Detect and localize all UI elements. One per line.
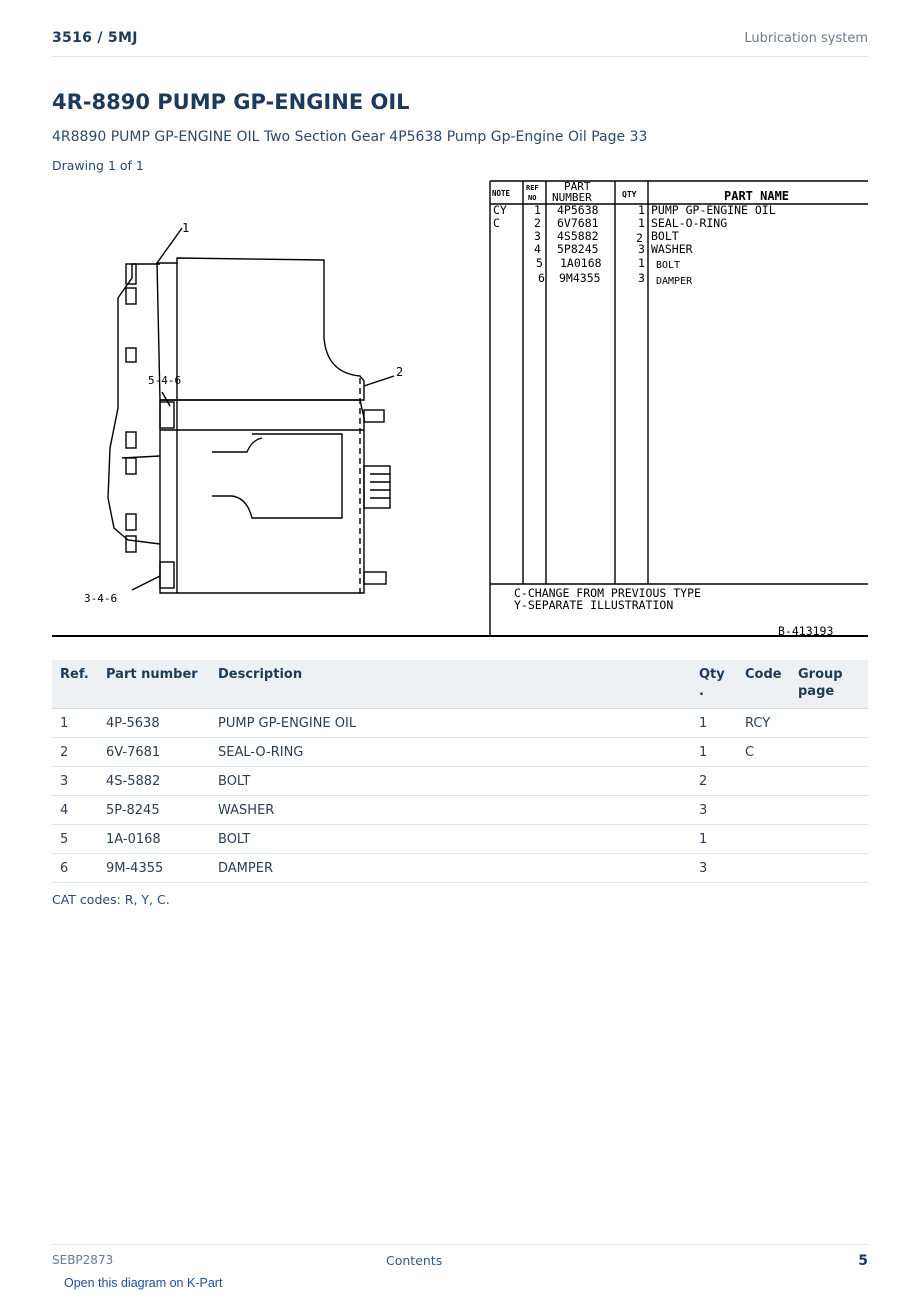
legend-part: 9M4355 — [559, 271, 601, 285]
table-header-row — [52, 660, 868, 709]
legend-part: 4P5638 — [557, 203, 599, 217]
col-ref: Ref. — [52, 660, 98, 709]
parts-table — [52, 660, 868, 883]
cell-qty: 1 — [691, 738, 737, 767]
col-code: Code — [737, 660, 790, 709]
legend-header-no: NO — [528, 194, 537, 202]
legend-qty: 1 — [638, 256, 645, 270]
callout-3-4-6: 3-4-6 — [84, 592, 118, 605]
cell-qty: 3 — [691, 796, 737, 825]
cell-description: PUMP GP-ENGINE OIL — [210, 709, 691, 738]
cell-group-page — [790, 854, 868, 883]
cell-group-page — [790, 709, 868, 738]
cell-group-page — [790, 825, 868, 854]
illustration-id: B-413193 — [778, 624, 834, 638]
legend-part: 6V7681 — [557, 216, 599, 230]
cell-description: BOLT — [210, 825, 691, 854]
cell-qty: 1 — [691, 825, 737, 854]
cell-ref: 1 — [52, 709, 98, 738]
callout-5-4-6: 5-4-6 — [148, 374, 182, 387]
table-row — [52, 767, 868, 796]
legend-ref: 6 — [538, 271, 545, 285]
document-id: SEBP2873 — [52, 1253, 114, 1267]
cell-qty: 1 — [691, 709, 737, 738]
legend-note: CY — [493, 203, 507, 217]
cell-group-page — [790, 767, 868, 796]
legend-header-qty: QTY — [622, 190, 637, 199]
legend-rows — [493, 203, 776, 287]
cell-group-page — [790, 738, 868, 767]
col-qty: Qty . — [691, 660, 737, 709]
cell-qty: 3 — [691, 854, 737, 883]
legend-name: DAMPER — [656, 276, 693, 287]
drawing-count: Drawing 1 of 1 — [52, 158, 144, 173]
cat-codes-note: CAT codes: R, Y, C. — [52, 892, 170, 907]
col-description: Description — [210, 660, 691, 709]
legend-part: 5P8245 — [557, 242, 599, 256]
legend-header-note: NOTE — [492, 189, 511, 198]
callout-2: 2 — [396, 365, 404, 379]
cell-code — [737, 825, 790, 854]
cell-qty: 2 — [691, 767, 737, 796]
cell-description: WASHER — [210, 796, 691, 825]
legend-header-ref: REF — [526, 184, 539, 192]
table-row — [52, 738, 868, 767]
legend-qty: 2 — [636, 231, 643, 245]
kpart-diagram-link[interactable]: Open this diagram on K-Part — [64, 1276, 223, 1290]
cell-code: RCY — [737, 709, 790, 738]
legend-part: 1A0168 — [560, 256, 602, 270]
cell-description: BOLT — [210, 767, 691, 796]
legend-qty: 1 — [638, 216, 645, 230]
cell-part-number: 4S-5882 — [98, 767, 210, 796]
cell-ref: 2 — [52, 738, 98, 767]
legend-ref: 5 — [536, 256, 543, 270]
cell-ref: 3 — [52, 767, 98, 796]
cell-code: C — [737, 738, 790, 767]
legend-qty: 3 — [638, 271, 645, 285]
cell-part-number: 9M-4355 — [98, 854, 210, 883]
parts-diagram — [52, 178, 868, 640]
legend-name: PUMP GP-ENGINE OIL — [651, 203, 776, 217]
table-row — [52, 825, 868, 854]
legend-note: C — [493, 216, 500, 230]
legend-footnote-change: C-CHANGE FROM PREVIOUS TYPE — [514, 586, 701, 600]
legend-header-part: PART — [564, 180, 591, 193]
cell-ref: 5 — [52, 825, 98, 854]
cell-code — [737, 796, 790, 825]
page-subtitle: 4R8890 PUMP GP-ENGINE OIL Two Section Gear 4P5638 Pump Gp-Engine Oil Page 33 — [52, 129, 648, 145]
table-row — [52, 709, 868, 738]
legend-header-number: NUMBER — [552, 191, 592, 204]
legend-footnote-separate: Y-SEPARATE ILLUSTRATION — [514, 598, 674, 612]
page-title: 4R-8890 PUMP GP-ENGINE OIL — [52, 90, 410, 114]
cell-code — [737, 854, 790, 883]
model-label: 3516 / 5MJ — [52, 30, 138, 46]
table-row — [52, 854, 868, 883]
page-header — [52, 28, 868, 57]
cell-group-page — [790, 796, 868, 825]
col-group-page: Group page — [790, 660, 868, 709]
cell-part-number: 6V-7681 — [98, 738, 210, 767]
cell-part-number: 4P-5638 — [98, 709, 210, 738]
legend-name: SEAL-O-RING — [651, 216, 728, 230]
legend-ref: 3 — [534, 229, 541, 243]
legend-name: BOLT — [656, 260, 681, 271]
col-part-number: Part number — [98, 660, 210, 709]
cell-part-number: 1A-0168 — [98, 825, 210, 854]
cell-description: DAMPER — [210, 854, 691, 883]
pump-illustration — [108, 228, 394, 593]
contents-link[interactable]: Contents — [386, 1253, 443, 1268]
legend-ref: 4 — [534, 242, 541, 256]
legend-header-name: PART NAME — [724, 189, 790, 203]
callout-1: 1 — [182, 221, 190, 235]
legend-name: BOLT — [651, 229, 679, 243]
cell-ref: 6 — [52, 854, 98, 883]
section-label: Lubrication system — [744, 31, 868, 46]
legend-name: WASHER — [651, 242, 693, 256]
table-row — [52, 796, 868, 825]
legend-qty: 1 — [638, 203, 645, 217]
page-number: 5 — [858, 1253, 868, 1269]
legend-ref: 1 — [534, 203, 541, 217]
legend-part: 4S5882 — [557, 229, 599, 243]
cell-description: SEAL-O-RING — [210, 738, 691, 767]
cell-ref: 4 — [52, 796, 98, 825]
legend-qty: 3 — [638, 242, 645, 256]
cell-part-number: 5P-8245 — [98, 796, 210, 825]
legend-ref: 2 — [534, 216, 541, 230]
cell-code — [737, 767, 790, 796]
page-footer — [52, 1244, 868, 1275]
